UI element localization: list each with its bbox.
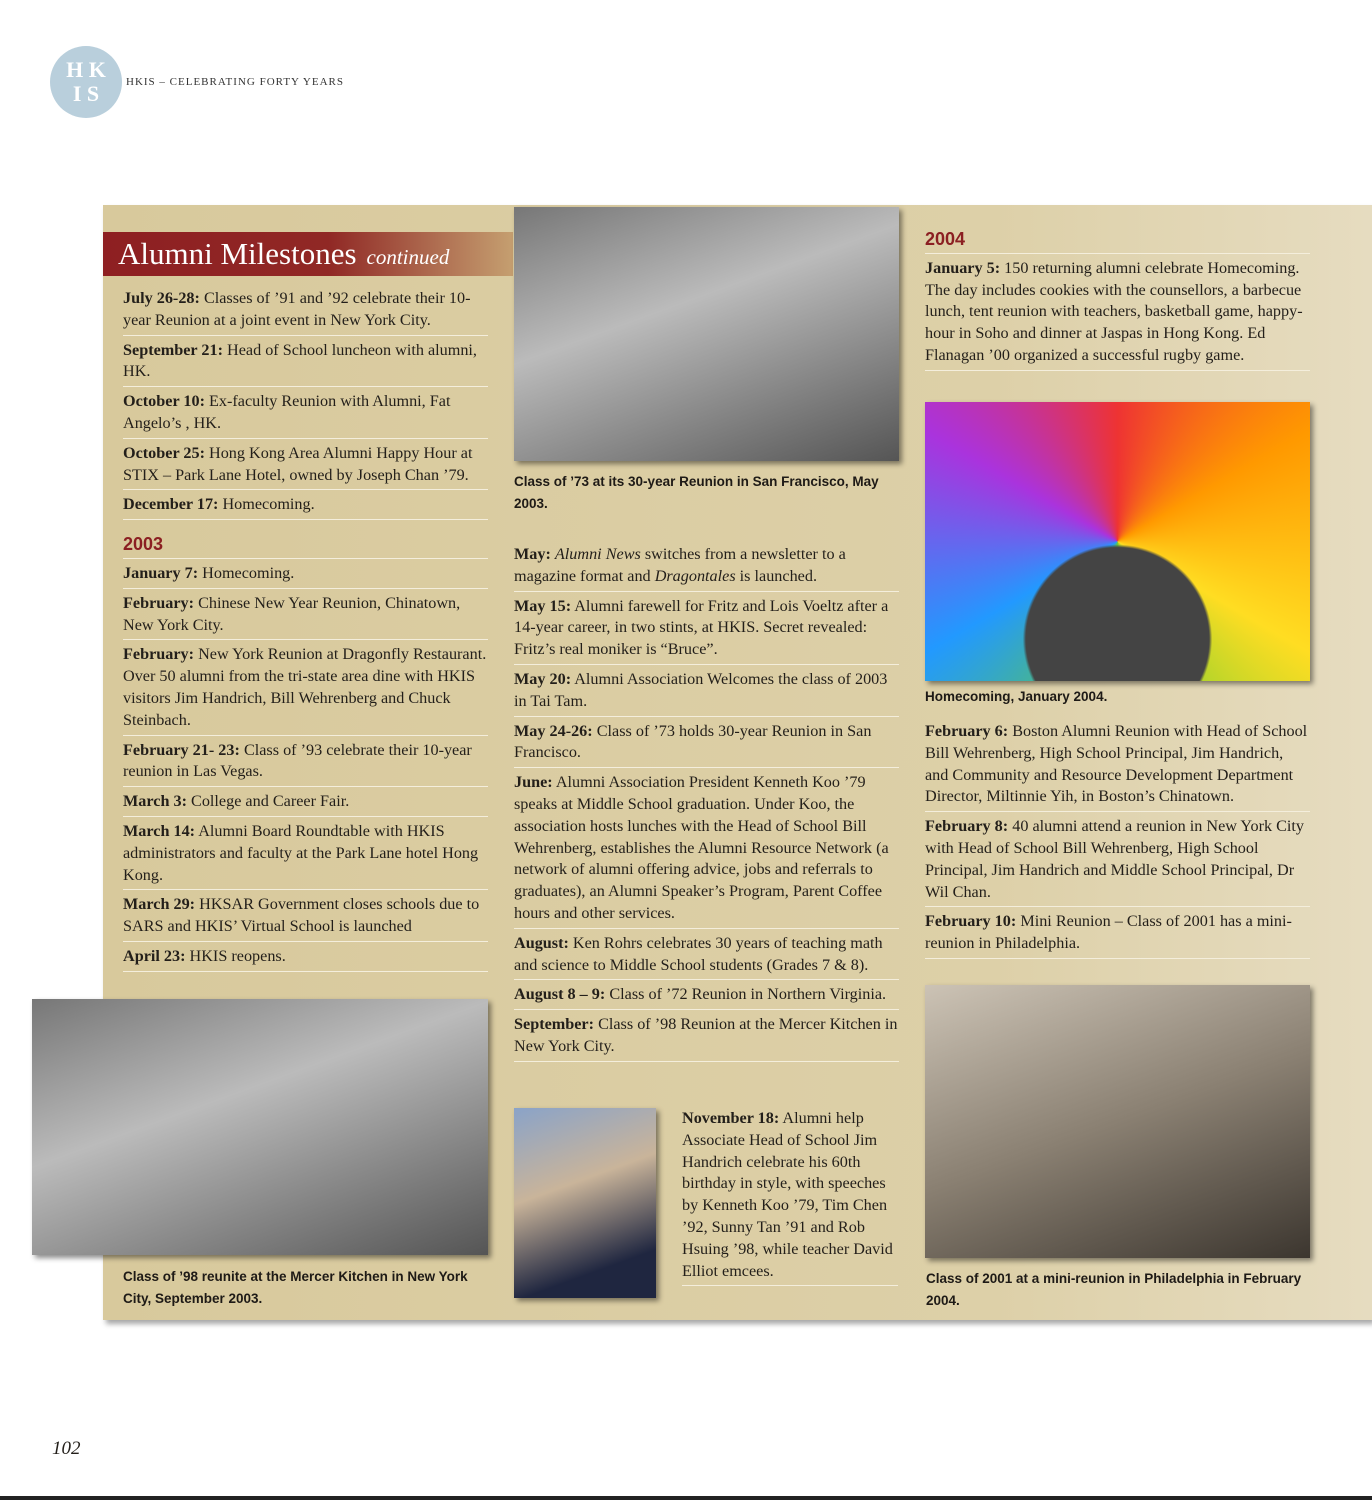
- caption-homecoming: Homecoming, January 2004.: [925, 689, 1108, 704]
- entry-text: College and Career Fair.: [186, 792, 350, 811]
- entry: [123, 892, 488, 942]
- entry: [123, 441, 488, 491]
- entry-date: March 3:: [123, 792, 187, 811]
- entry: [123, 561, 488, 589]
- entry-date: September 21:: [123, 340, 223, 359]
- entry-date: October 25:: [123, 443, 205, 462]
- entry-text: Classes of ’91 and ’92 celebrate their 10-year Reunion at a joint event in New York City.: [123, 289, 471, 329]
- entry: [514, 931, 899, 981]
- column-3: [925, 229, 1310, 373]
- column-1: [123, 286, 488, 974]
- column-3-entries: [925, 719, 1310, 961]
- entry-date: March 14:: [123, 821, 196, 840]
- banner-title: Alumni Milestones: [118, 236, 357, 271]
- entry: May: Alumni News switches from a newsletter to a magazine format and Dragontales is launched.: [514, 542, 899, 592]
- running-title: HKIS – CELEBRATING FORTY YEARS: [126, 76, 344, 88]
- entry: [514, 667, 899, 717]
- entry-text: Homecoming.: [198, 563, 295, 582]
- photo-class-98: [32, 999, 488, 1255]
- entry-date: January 7:: [123, 563, 199, 582]
- entry: [123, 789, 488, 817]
- section-banner: [103, 232, 513, 276]
- entry-date: February 8:: [925, 817, 1009, 836]
- entry: [514, 594, 899, 665]
- entry: [123, 642, 488, 735]
- entry-date: February:: [123, 645, 195, 664]
- hkis-logo: H K I S: [50, 46, 122, 118]
- entry-text: Homecoming.: [218, 495, 315, 514]
- entry-text: Ken Rohrs celebrates 30 years of teaching math and science to Middle School students (Grades 7 & 8).: [514, 933, 883, 974]
- entry: [925, 909, 1310, 959]
- entry-date: May 15:: [514, 596, 572, 615]
- entry-date: August:: [514, 933, 569, 952]
- banner-subtitle: continued: [366, 245, 450, 269]
- entry: [925, 719, 1310, 812]
- entry: [123, 591, 488, 641]
- entry-text: Alumni farewell for Fritz and Lois Voeltz after a 14-year career, in two stints, at HKIS. Secret revealed: Fritz’s real moniker is “Bruce”.: [514, 596, 889, 659]
- entry-date: February 10:: [925, 912, 1017, 931]
- entry-text: 40 alumni attend a reunion in New York City with Head of School Bill Wehrenberg, High School Principal, Jim Handrich and Middle School Principal, Dr Wil Chan.: [925, 817, 1305, 901]
- entry-date: March 29:: [123, 895, 196, 914]
- year-heading-2003: 2003: [123, 534, 488, 559]
- entry-date: October 10:: [123, 392, 205, 411]
- entry: [514, 770, 899, 929]
- bottom-rule: [0, 1496, 1372, 1500]
- entry: [123, 819, 488, 890]
- caption-class-2001: Class of 2001 at a mini-reunion in Philadelphia in February 2004.: [926, 1271, 1302, 1308]
- entry: [925, 814, 1310, 907]
- entry-date: August 8 – 9:: [514, 985, 606, 1004]
- entry-text: Alumni Association President Kenneth Koo ’79 speaks at Middle School graduation. Under Koo, the association hosts lunches with the Head of School Bill Wehrenberg, establishes the Alumni Resource Network (a network of alumni offering advice, jobs and referrals to graduates), an Alumni Speaker’s Program, Parent Coffee hours and other services.: [514, 773, 889, 922]
- year-heading-2004: 2004: [925, 229, 1310, 254]
- photo-class-73: [514, 207, 899, 461]
- column-2: [514, 542, 899, 1064]
- entry-date: December 17:: [123, 495, 219, 514]
- entry-text: New York Reunion at Dragonfly Restaurant. Over 50 alumni from the tri-state area dine with HKIS visitors Jim Handrich, Bill Wehrenberg and Chuck Steinbach.: [123, 645, 487, 729]
- entry: [123, 944, 488, 972]
- entry-text: Mini Reunion – Class of 2001 has a mini-reunion in Philadelphia.: [925, 912, 1292, 953]
- entry: January 5: 150 returning alumni celebrate Homecoming. The day includes cookies with the counsellors, a barbecue lunch, tent reunion with teachers, basketball game, happy-hour in Soho and dinner at Jaspas in Hong Kong. Ed Flanagan ’00 organized a successful rugby game.: [925, 256, 1310, 371]
- entry-date: April 23:: [123, 946, 186, 965]
- entry: [123, 738, 488, 788]
- entry-text: Class of ’98 Reunion at the Mercer Kitchen in New York City.: [514, 1015, 898, 1055]
- entry-date: September:: [514, 1015, 595, 1034]
- entry-text: Class of ’72 Reunion in Northern Virginia.: [605, 985, 887, 1004]
- entry: November 18: Alumni help Associate Head of School Jim Handrich celebrate his 60th birthday in style, with speeches by Kenneth Koo ’79, Tim Chen ’92, Sunny Tan ’91 and Rob Hsuing ’98, while teacher David Elliot emcees.: [682, 1106, 898, 1286]
- caption-class-98: Class of ’98 reunite at the Mercer Kitchen in New York City, September 2003.: [123, 1269, 468, 1306]
- entry-date: July 26-28:: [123, 289, 200, 307]
- photo-jim-handrich: [514, 1108, 656, 1298]
- entry-text: HKSAR Government closes schools due to SARS and HKIS’ Virtual School is launched: [123, 895, 480, 936]
- entry: [123, 389, 488, 439]
- photo-homecoming-2004: [925, 402, 1310, 681]
- entry-date: May 20:: [514, 669, 572, 688]
- entry-text: Boston Alumni Reunion with Head of School Bill Wehrenberg, High School Principal, Jim Handrich, and Community and Resource Development Department Director, Miltinnie Yih, in Boston’s Chinatown.: [925, 722, 1308, 806]
- entry: [514, 719, 899, 769]
- entry-date: May 24-26:: [514, 721, 593, 740]
- page-number: 102: [52, 1438, 81, 1459]
- entry-text: Hong Kong Area Alumni Happy Hour at STIX – Park Lane Hotel, owned by Joseph Chan ’79.: [123, 443, 473, 484]
- entry-date: June:: [514, 773, 553, 792]
- photo-class-2001: [925, 985, 1310, 1258]
- entry: [123, 286, 488, 336]
- entry-text: Ex-faculty Reunion with Alumni, Fat Angelo’s , HK.: [123, 392, 451, 432]
- entry: [123, 338, 488, 388]
- entry-text: Class of ’73 holds 30-year Reunion in San Francisco.: [514, 721, 872, 762]
- entry-text: Alumni Association Welcomes the class of 2003 in Tai Tam.: [514, 669, 888, 710]
- entry-date: February:: [123, 593, 195, 612]
- entry: [123, 492, 488, 520]
- entry-text: Head of School luncheon with alumni, HK.: [123, 340, 477, 381]
- entry-text: Alumni Board Roundtable with HKIS administrators and faculty at the Park Lane hotel Hong Kong.: [123, 821, 479, 884]
- november-entry-block: [682, 1106, 898, 1288]
- entry-date: February 21- 23:: [123, 740, 240, 759]
- entry: [514, 982, 899, 1010]
- entry-text: Chinese New Year Reunion, Chinatown, New York City.: [123, 593, 461, 634]
- caption-class-73: Class of ’73 at its 30-year Reunion in San Francisco, May 2003.: [514, 474, 879, 511]
- entry-text: Class of ’93 celebrate their 10-year reunion in Las Vegas.: [123, 740, 472, 781]
- entry-date: February 6:: [925, 722, 1009, 740]
- entry: [514, 1012, 899, 1062]
- entry-text: HKIS reopens.: [185, 946, 286, 965]
